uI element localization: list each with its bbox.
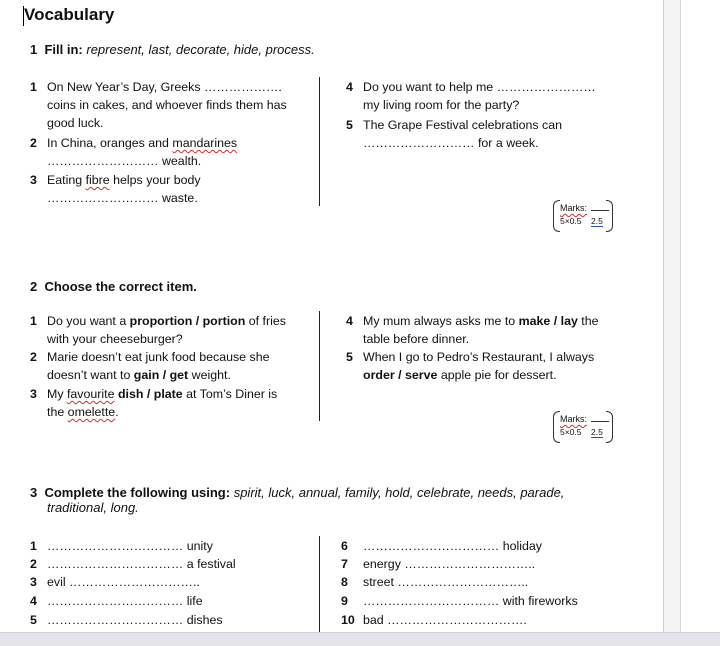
s1-item-2: 2 In China, oranges and mandarines ……………………… wealth. [30,136,238,168]
section-1-heading: 1 Fill in: represent, last, decorate, hide, process. [30,42,315,57]
s3-item-10: 10 bad ……………………………. [341,613,527,627]
section-3-heading: 3 Complete the following using: spirit, luck, annual, family, hold, celebrate, needs, parade, traditional, long. [30,485,565,515]
s3-item-6: 6 …………………………… holiday [341,539,543,553]
page-side-gutter [663,0,680,632]
s1-marks-box: Marks: 5×0.5 2.5 [553,200,613,232]
s1-item-4: 4 Do you want to help me …………………… my living room for the party? [346,80,596,112]
section-1-divider [319,77,320,206]
s3-item-1: 1 …………………………… unity [30,539,213,553]
s1-item-3: 3 Eating fibre helps your body ……………………… waste. [30,173,201,205]
bottom-scroll-bar[interactable] [0,632,720,646]
section-3-divider [319,536,320,632]
s3-item-4: 4 …………………………… life [30,594,203,608]
section-2-heading: 2 Choose the correct item. [30,279,197,294]
s3-item-3: 3 evil ………………………….. [30,575,200,589]
s2-item-2: 2 Marie doesn’t eat junk food because she doesn’t want to gain / get weight. [30,350,270,382]
s2-item-1: 1 Do you want a proportion / portion of fries with your cheeseburger? [30,314,286,346]
text-cursor [23,6,24,26]
s2-item-4: 4 My mum always asks me to make / lay the table before dinner. [346,314,599,346]
s2-item-3: 3 My favourite dish / plate at Tom’s Diner is the omelette. [30,387,278,419]
s3-item-7: 7 energy ………………………….. [341,557,536,571]
page-title: Vocabulary [24,5,115,24]
s3-item-9: 9 …………………………… with fireworks [341,594,578,608]
s1-item-1: 1 On New Year’s Day, Greeks ………………. coins in cakes, and whoever finds them has good luck. [30,80,287,130]
s2-item-5: 5 When I go to Pedro’s Restaurant, I always order / serve apple pie for dessert. [346,350,595,382]
s3-item-8: 8 street ………………………….. [341,575,529,589]
s2-marks-box: Marks: 5×0.5 2.5 [553,411,613,443]
section-2-divider [319,311,320,421]
vertical-scrollbar-area[interactable] [680,0,720,632]
s3-item-2: 2 …………………………… a festival [30,557,236,571]
s3-item-5: 5 …………………………… dishes [30,613,223,627]
s1-item-5: 5 The Grape Festival celebrations can ……………………… for a week. [346,118,563,150]
